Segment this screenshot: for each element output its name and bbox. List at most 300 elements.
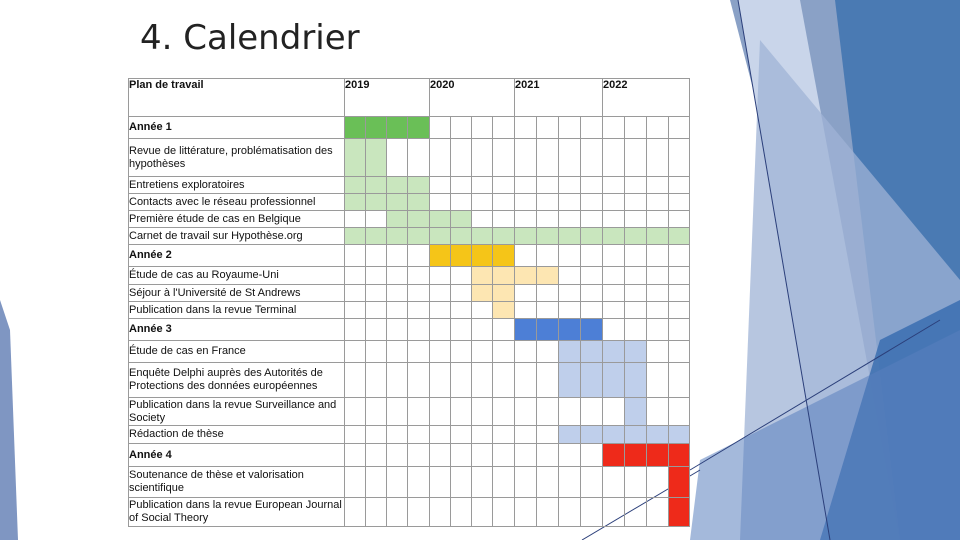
gantt-empty-cell <box>515 467 537 498</box>
gantt-empty-cell <box>603 285 625 302</box>
gantt-empty-cell <box>669 177 690 194</box>
gantt-bar-cell <box>603 228 625 245</box>
gantt-empty-cell <box>493 341 515 363</box>
gantt-empty-cell <box>515 398 537 426</box>
gantt-empty-cell <box>625 467 647 498</box>
gantt-empty-cell <box>472 319 493 341</box>
gantt-bar-cell <box>472 228 493 245</box>
gantt-empty-cell <box>493 498 515 527</box>
gantt-bar-cell <box>408 211 430 228</box>
gantt-empty-cell <box>625 194 647 211</box>
gantt-bar-cell <box>345 139 366 177</box>
gantt-empty-cell <box>647 498 669 527</box>
gantt-empty-cell <box>472 302 493 319</box>
gantt-empty-cell <box>625 267 647 285</box>
gantt-empty-cell <box>366 302 387 319</box>
gantt-empty-cell <box>451 194 472 211</box>
gantt-empty-cell <box>537 498 559 527</box>
task-row <box>129 228 690 245</box>
gantt-empty-cell <box>515 285 537 302</box>
gantt-bar-cell <box>581 319 603 341</box>
gantt-empty-cell <box>537 302 559 319</box>
gantt-empty-cell <box>537 398 559 426</box>
task-row <box>129 398 690 426</box>
gantt-empty-cell <box>430 267 451 285</box>
section-row <box>129 444 690 467</box>
gantt-empty-cell <box>669 139 690 177</box>
task-row <box>129 498 690 527</box>
gantt-empty-cell <box>366 211 387 228</box>
gantt-empty-cell <box>669 194 690 211</box>
gantt-empty-cell <box>345 426 366 444</box>
gantt-empty-cell <box>559 139 581 177</box>
gantt-bar-cell <box>625 228 647 245</box>
gantt-empty-cell <box>581 302 603 319</box>
gantt-bar-cell <box>625 426 647 444</box>
gantt-bar-cell <box>669 467 690 498</box>
gantt-empty-cell <box>515 211 537 228</box>
gantt-empty-cell <box>515 302 537 319</box>
gantt-empty-cell <box>581 285 603 302</box>
gantt-empty-cell <box>430 302 451 319</box>
gantt-empty-cell <box>669 245 690 267</box>
gantt-empty-cell <box>345 267 366 285</box>
gantt-bar-cell <box>581 363 603 398</box>
gantt-empty-cell <box>647 211 669 228</box>
gantt-bar-cell <box>669 444 690 467</box>
gantt-empty-cell <box>559 117 581 139</box>
gantt-bar-cell <box>451 211 472 228</box>
gantt-empty-cell <box>366 319 387 341</box>
task-label: Enquête Delphi auprès des Autorités de Protections des données européennes <box>129 363 345 398</box>
gantt-bar-cell <box>472 267 493 285</box>
gantt-empty-cell <box>581 139 603 177</box>
gantt-empty-cell <box>430 139 451 177</box>
gantt-empty-cell <box>345 467 366 498</box>
task-label: Publication dans la revue Surveillance and Society <box>129 398 345 426</box>
gantt-empty-cell <box>603 267 625 285</box>
task-label: Première étude de cas en Belgique <box>129 211 345 228</box>
gantt-empty-cell <box>559 302 581 319</box>
task-label: Étude de cas en France <box>129 341 345 363</box>
task-label: Contacts avec le réseau professionnel <box>129 194 345 211</box>
gantt-empty-cell <box>408 363 430 398</box>
gantt-empty-cell <box>493 398 515 426</box>
gantt-bar-cell <box>387 228 408 245</box>
gantt-empty-cell <box>387 267 408 285</box>
task-row <box>129 426 690 444</box>
gantt-empty-cell <box>669 319 690 341</box>
gantt-bar-cell <box>387 177 408 194</box>
gantt-bar-cell <box>537 267 559 285</box>
gantt-empty-cell <box>669 363 690 398</box>
gantt-bar-cell <box>581 341 603 363</box>
gantt-bar-cell <box>559 319 581 341</box>
gantt-bar-cell <box>366 194 387 211</box>
task-label: Rédaction de thèse <box>129 426 345 444</box>
gantt-empty-cell <box>430 285 451 302</box>
gantt-empty-cell <box>366 398 387 426</box>
gantt-bar-cell <box>515 267 537 285</box>
gantt-empty-cell <box>345 398 366 426</box>
gantt-empty-cell <box>345 319 366 341</box>
gantt-empty-cell <box>451 341 472 363</box>
gantt-empty-cell <box>603 319 625 341</box>
section-row <box>129 117 690 139</box>
gantt-empty-cell <box>537 426 559 444</box>
gantt-empty-cell <box>647 139 669 177</box>
gantt-empty-cell <box>430 117 451 139</box>
task-row <box>129 194 690 211</box>
task-row <box>129 363 690 398</box>
gantt-empty-cell <box>366 341 387 363</box>
gantt-bar-cell <box>647 444 669 467</box>
year-header: 2022 <box>603 79 690 117</box>
task-row <box>129 467 690 498</box>
gantt-bar-cell <box>669 498 690 527</box>
gantt-empty-cell <box>537 139 559 177</box>
gantt-bar-cell <box>430 245 451 267</box>
gantt-bar-cell <box>345 117 366 139</box>
gantt-empty-cell <box>603 467 625 498</box>
gantt-empty-cell <box>559 194 581 211</box>
gantt-bar-cell <box>625 398 647 426</box>
gantt-bar-cell <box>647 426 669 444</box>
section-label: Année 2 <box>129 245 345 267</box>
gantt-empty-cell <box>559 267 581 285</box>
gantt-empty-cell <box>559 398 581 426</box>
task-label: Publication dans la revue Terminal <box>129 302 345 319</box>
gantt-empty-cell <box>366 245 387 267</box>
gantt-bar-cell <box>581 228 603 245</box>
gantt-empty-cell <box>669 398 690 426</box>
section-label: Année 3 <box>129 319 345 341</box>
gantt-empty-cell <box>430 177 451 194</box>
gantt-empty-cell <box>387 245 408 267</box>
gantt-empty-cell <box>408 341 430 363</box>
task-row <box>129 177 690 194</box>
gantt-bar-cell <box>366 228 387 245</box>
gantt-bar-cell <box>625 444 647 467</box>
gantt-bar-cell <box>603 341 625 363</box>
gantt-bar-cell <box>559 341 581 363</box>
gantt-empty-cell <box>647 245 669 267</box>
gantt-empty-cell <box>451 285 472 302</box>
gantt-empty-cell <box>647 467 669 498</box>
gantt-bar-cell <box>625 363 647 398</box>
gantt-empty-cell <box>408 139 430 177</box>
gantt-bar-cell <box>603 444 625 467</box>
task-row <box>129 285 690 302</box>
gantt-empty-cell <box>451 139 472 177</box>
gantt-empty-cell <box>493 117 515 139</box>
gantt-bar-cell <box>647 228 669 245</box>
gantt-empty-cell <box>559 444 581 467</box>
task-label: Publication dans la revue European Journal of Social Theory <box>129 498 345 527</box>
gantt-bar-cell <box>669 228 690 245</box>
year-header: 2020 <box>430 79 515 117</box>
gantt-empty-cell <box>625 211 647 228</box>
gantt-empty-cell <box>430 363 451 398</box>
gantt-empty-cell <box>451 363 472 398</box>
gantt-empty-cell <box>537 467 559 498</box>
gantt-bar-cell <box>387 211 408 228</box>
gantt-empty-cell <box>387 444 408 467</box>
gantt-empty-cell <box>493 467 515 498</box>
gantt-empty-cell <box>493 426 515 444</box>
gantt-bar-cell <box>537 228 559 245</box>
gantt-empty-cell <box>537 211 559 228</box>
gantt-empty-cell <box>451 302 472 319</box>
gantt-empty-cell <box>603 177 625 194</box>
gantt-empty-cell <box>408 285 430 302</box>
gantt-empty-cell <box>537 194 559 211</box>
gantt-empty-cell <box>603 211 625 228</box>
gantt-empty-cell <box>581 444 603 467</box>
section-label: Année 1 <box>129 117 345 139</box>
gantt-empty-cell <box>537 285 559 302</box>
gantt-empty-cell <box>515 117 537 139</box>
gantt-empty-cell <box>451 117 472 139</box>
gantt-empty-cell <box>625 302 647 319</box>
gantt-empty-cell <box>387 139 408 177</box>
gantt-bar-cell <box>366 139 387 177</box>
gantt-empty-cell <box>515 139 537 177</box>
gantt-empty-cell <box>559 245 581 267</box>
gantt-empty-cell <box>408 267 430 285</box>
gantt-empty-cell <box>559 467 581 498</box>
gantt-empty-cell <box>515 341 537 363</box>
gantt-empty-cell <box>515 498 537 527</box>
gantt-empty-cell <box>366 285 387 302</box>
gantt-empty-cell <box>515 444 537 467</box>
year-header: 2021 <box>515 79 603 117</box>
gantt-bar-cell <box>581 426 603 444</box>
gantt-empty-cell <box>603 302 625 319</box>
gantt-empty-cell <box>625 139 647 177</box>
gantt-bar-cell <box>603 426 625 444</box>
gantt-bar-cell <box>345 194 366 211</box>
gantt-empty-cell <box>493 444 515 467</box>
gantt-empty-cell <box>537 245 559 267</box>
gantt-empty-cell <box>581 194 603 211</box>
gantt-bar-cell <box>451 228 472 245</box>
gantt-bar-cell <box>451 245 472 267</box>
section-row <box>129 319 690 341</box>
gantt-bar-cell <box>493 267 515 285</box>
gantt-empty-cell <box>603 117 625 139</box>
gantt-empty-cell <box>472 139 493 177</box>
gantt-empty-cell <box>647 117 669 139</box>
gantt-bar-cell <box>430 228 451 245</box>
gantt-bar-cell <box>345 177 366 194</box>
gantt-empty-cell <box>603 245 625 267</box>
gantt-empty-cell <box>387 426 408 444</box>
gantt-empty-cell <box>559 498 581 527</box>
gantt-empty-cell <box>537 363 559 398</box>
gantt-empty-cell <box>537 117 559 139</box>
gantt-empty-cell <box>387 319 408 341</box>
gantt-empty-cell <box>647 319 669 341</box>
slide-title: 4. Calendrier <box>140 18 360 58</box>
section-label: Année 4 <box>129 444 345 467</box>
task-label: Étude de cas au Royaume-Uni <box>129 267 345 285</box>
gantt-empty-cell <box>625 117 647 139</box>
gantt-empty-cell <box>472 398 493 426</box>
gantt-empty-cell <box>669 285 690 302</box>
gantt-empty-cell <box>387 341 408 363</box>
gantt-empty-cell <box>493 139 515 177</box>
gantt-empty-cell <box>493 194 515 211</box>
gantt-empty-cell <box>581 177 603 194</box>
gantt-empty-cell <box>345 363 366 398</box>
gantt-empty-cell <box>515 363 537 398</box>
gantt-empty-cell <box>472 194 493 211</box>
gantt-bar-cell <box>603 363 625 398</box>
task-label: Entretiens exploratoires <box>129 177 345 194</box>
gantt-empty-cell <box>472 177 493 194</box>
gantt-empty-cell <box>408 398 430 426</box>
gantt-empty-cell <box>581 211 603 228</box>
gantt-empty-cell <box>430 444 451 467</box>
gantt-empty-cell <box>537 177 559 194</box>
gantt-empty-cell <box>515 194 537 211</box>
gantt-empty-cell <box>451 319 472 341</box>
gantt-bar-cell <box>493 228 515 245</box>
gantt-empty-cell <box>366 467 387 498</box>
gantt-bar-cell <box>537 319 559 341</box>
gantt-bar-cell <box>493 245 515 267</box>
gantt-empty-cell <box>537 341 559 363</box>
gantt-empty-cell <box>493 319 515 341</box>
gantt-bar-cell <box>493 285 515 302</box>
gantt-empty-cell <box>430 194 451 211</box>
gantt-bar-cell <box>345 228 366 245</box>
gantt-empty-cell <box>345 285 366 302</box>
gantt-empty-cell <box>559 285 581 302</box>
gantt-table <box>128 78 690 527</box>
gantt-empty-cell <box>345 498 366 527</box>
section-row <box>129 245 690 267</box>
gantt-empty-cell <box>430 398 451 426</box>
gantt-empty-cell <box>581 245 603 267</box>
task-row <box>129 341 690 363</box>
gantt-empty-cell <box>408 319 430 341</box>
gantt-empty-cell <box>669 341 690 363</box>
plan-header: Plan de travail <box>129 79 345 117</box>
gantt-empty-cell <box>408 302 430 319</box>
gantt-empty-cell <box>451 444 472 467</box>
gantt-empty-cell <box>387 467 408 498</box>
gantt-empty-cell <box>451 498 472 527</box>
gantt-empty-cell <box>387 285 408 302</box>
gantt-empty-cell <box>647 398 669 426</box>
gantt-empty-cell <box>430 467 451 498</box>
gantt-empty-cell <box>430 426 451 444</box>
gantt-empty-cell <box>581 467 603 498</box>
gantt-empty-cell <box>669 302 690 319</box>
gantt-empty-cell <box>472 341 493 363</box>
gantt-bar-cell <box>625 341 647 363</box>
gantt-empty-cell <box>366 444 387 467</box>
gantt-empty-cell <box>387 302 408 319</box>
gantt-empty-cell <box>603 139 625 177</box>
gantt-empty-cell <box>451 267 472 285</box>
gantt-empty-cell <box>345 444 366 467</box>
gantt-empty-cell <box>472 211 493 228</box>
gantt-empty-cell <box>366 498 387 527</box>
gantt-empty-cell <box>366 426 387 444</box>
gantt-bar-cell <box>430 211 451 228</box>
gantt-empty-cell <box>493 177 515 194</box>
gantt-bar-cell <box>559 363 581 398</box>
task-row <box>129 211 690 228</box>
gantt-bar-cell <box>387 194 408 211</box>
gantt-empty-cell <box>387 398 408 426</box>
gantt-empty-cell <box>472 363 493 398</box>
gantt-bar-cell <box>493 302 515 319</box>
gantt-empty-cell <box>451 177 472 194</box>
gantt-empty-cell <box>366 363 387 398</box>
gantt-bar-cell <box>408 194 430 211</box>
gantt-bar-cell <box>669 426 690 444</box>
gantt-empty-cell <box>345 341 366 363</box>
gantt-empty-cell <box>408 426 430 444</box>
gantt-empty-cell <box>493 211 515 228</box>
gantt-empty-cell <box>647 363 669 398</box>
gantt-empty-cell <box>669 267 690 285</box>
gantt-empty-cell <box>603 498 625 527</box>
gantt-bar-cell <box>366 177 387 194</box>
gantt-empty-cell <box>472 498 493 527</box>
gantt-empty-cell <box>559 211 581 228</box>
gantt-empty-cell <box>472 467 493 498</box>
gantt-empty-cell <box>430 319 451 341</box>
gantt-empty-cell <box>625 245 647 267</box>
gantt-bar-cell <box>559 426 581 444</box>
gantt-bar-cell <box>472 285 493 302</box>
task-row <box>129 267 690 285</box>
header-row <box>129 79 690 117</box>
gantt-empty-cell <box>515 177 537 194</box>
gantt-empty-cell <box>451 426 472 444</box>
gantt-empty-cell <box>581 117 603 139</box>
gantt-empty-cell <box>472 444 493 467</box>
gantt-empty-cell <box>559 177 581 194</box>
gantt-empty-cell <box>408 444 430 467</box>
task-label: Soutenance de thèse et valorisation scientifique <box>129 467 345 498</box>
gantt-empty-cell <box>647 302 669 319</box>
gantt-empty-cell <box>581 398 603 426</box>
task-label: Séjour à l'Université de St Andrews <box>129 285 345 302</box>
gantt-empty-cell <box>647 177 669 194</box>
gantt-empty-cell <box>387 498 408 527</box>
gantt-empty-cell <box>493 363 515 398</box>
gantt-empty-cell <box>408 498 430 527</box>
gantt-empty-cell <box>669 117 690 139</box>
gantt-empty-cell <box>451 398 472 426</box>
gantt-bar-cell <box>515 319 537 341</box>
gantt-empty-cell <box>647 194 669 211</box>
task-row <box>129 302 690 319</box>
gantt-empty-cell <box>408 467 430 498</box>
gantt-empty-cell <box>603 398 625 426</box>
gantt-empty-cell <box>387 363 408 398</box>
gantt-empty-cell <box>625 498 647 527</box>
gantt-empty-cell <box>581 267 603 285</box>
gantt-empty-cell <box>345 211 366 228</box>
gantt-empty-cell <box>625 177 647 194</box>
